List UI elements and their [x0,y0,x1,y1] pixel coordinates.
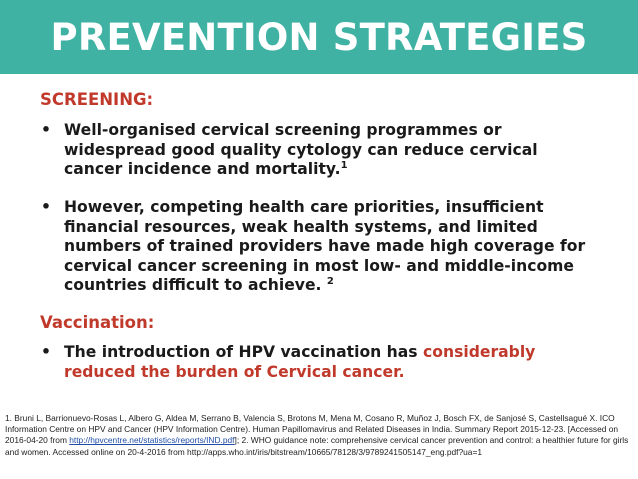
vaccination-highlight: considerably reduced the burden of Cervical cancer. [64,343,536,381]
vaccination-text: The introduction of HPV vaccination has [64,343,424,361]
footnote-part-1: 1. Bruni L, Barrionuevo-Rosas L, Albero G, Aldea M, Serrano B, Valencia S, Brotons M, Mena M, Cosano R, Muñoz J, Bosch FX, de Sanjosé S, Castellsagué X. ICO Information Centre on HPV and Cancer (HPV Information Centre). Human Papillomavirus and Related Diseases in India. Summary Report 2015-12-23. [Accessed on 2016-04-20 from [5,413,619,446]
bullet-dot-icon: • [41,198,51,216]
screening-bullet-1 [41,121,601,180]
hpvcentre-link[interactable]: http://hpvcentre.net/statistics/reports/IND.pdf [69,435,235,446]
reference-1: 1 [340,160,348,171]
bullet-2-text: However, competing health care priorities, insufficient financial resources, weak health systems, and limited numbers of trained providers have made high coverage for cervical cancer screening in most low- and middle-income countries difficult to achieve. [64,198,586,294]
slide-title: PREVENTION STRATEGIES [50,15,588,59]
screening-heading: SCREENING: [40,90,154,109]
reference-2: 2 [326,276,334,287]
bullet-dot-icon: • [41,343,51,361]
bullet-text [64,121,601,180]
screening-bullet-2 [41,198,601,296]
bullet-dot-icon: • [41,121,51,139]
title-bar [0,0,638,74]
vaccination-bullet [41,343,601,382]
vaccination-heading: Vaccination: [40,313,155,332]
bullet-1-text: Well-organised cervical screening programmes or widespread good quality cytology can reduce cervical cancer incidence and mortality. [64,121,538,178]
references-footnote [5,413,633,458]
bullet-text [64,343,601,382]
bullet-text [64,198,601,296]
footnote-part-2: ]; 2. WHO guidance note: comprehensive cervical cancer prevention and control: a healthier future for girls and women. Accessed online on 20-4-2016 from http://apps.who.int/iris/bitstream/10665/78128/3/9789241505147_eng.pdf?ua=1 [5,435,629,457]
